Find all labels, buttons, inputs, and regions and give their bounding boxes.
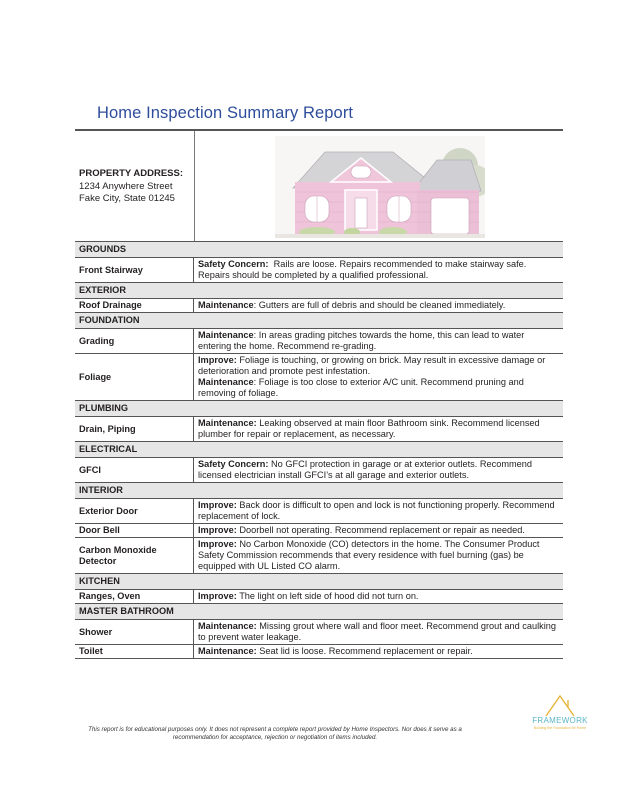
framework-logo — [520, 692, 600, 736]
finding-text: Missing grout where wall and floor meet. Recommend grout and caulking to prevent water leakage. — [198, 621, 559, 642]
finding-tag: Maintenance: — [198, 646, 257, 656]
item-findings — [194, 538, 564, 574]
table-row — [75, 524, 563, 538]
finding-tag: Improve: — [198, 539, 237, 549]
item-findings — [194, 620, 564, 645]
finding-text: Leaking observed at main floor Bathroom sink. Recommend licensed plumber for repair or replacement, as necessary. — [198, 418, 543, 439]
section-header-row — [75, 442, 563, 458]
finding-tag: Improve: — [198, 591, 237, 601]
section-title: EXTERIOR — [75, 283, 563, 299]
finding-text: Doorbell not operating. Recommend replacement or repair as needed. — [236, 525, 525, 535]
item-findings — [194, 258, 564, 283]
finding-text: Seat lid is loose. Recommend replacement or repair. — [256, 646, 473, 656]
finding-text: Back door is difficult to open and lock is not functioning properly. Recommend replacement of lock. — [198, 500, 558, 521]
section-title: MASTER BATHROOM — [75, 604, 563, 620]
section-header-row — [75, 483, 563, 499]
property-address-city: Fake City, State 01245 — [79, 193, 175, 204]
item-findings — [194, 329, 564, 354]
finding — [198, 355, 559, 377]
table-row — [75, 645, 563, 659]
finding — [198, 459, 559, 481]
item-name: Exterior Door — [75, 499, 194, 524]
finding — [198, 418, 559, 440]
item-name: Front Stairway — [75, 258, 194, 283]
table-row — [75, 354, 563, 401]
item-name: Door Bell — [75, 524, 194, 538]
finding-tag: Safety Concern: — [198, 459, 269, 469]
finding — [198, 525, 559, 536]
finding-text: : In areas grading pitches towards the home, this can lead to water entering the home. Recommend re-grading. — [198, 330, 527, 351]
house-illustration — [275, 136, 485, 238]
finding — [198, 500, 559, 522]
finding-text: Rails are loose. Repairs recommended to make stairway safe. Repairs should be completed by a qualified professional. — [198, 259, 529, 280]
table-row — [75, 590, 563, 604]
table-row — [75, 538, 563, 574]
finding — [198, 259, 559, 281]
table-row — [75, 620, 563, 645]
finding-tag: Maintenance: — [198, 621, 257, 631]
finding — [198, 539, 559, 572]
finding-tag: Improve: — [198, 500, 237, 510]
house-logo-icon — [520, 692, 600, 718]
section-title: ELECTRICAL — [75, 442, 563, 458]
item-name: Roof Drainage — [75, 299, 194, 313]
finding-tag: Safety Concern: — [198, 259, 269, 269]
item-name: Ranges, Oven — [75, 590, 194, 604]
finding-tag: Maintenance — [198, 330, 254, 340]
item-name: Foliage — [75, 354, 194, 401]
finding-tag: Maintenance: — [198, 418, 257, 428]
finding-tag: Improve: — [198, 525, 237, 535]
section-header-row — [75, 574, 563, 590]
item-findings — [194, 645, 564, 659]
item-findings — [194, 299, 564, 313]
item-findings — [194, 524, 564, 538]
finding — [198, 591, 559, 602]
inspection-table — [75, 241, 563, 659]
item-findings — [194, 354, 564, 401]
finding — [198, 621, 559, 643]
property-address-label: PROPERTY ADDRESS: — [79, 168, 183, 179]
section-header-row — [75, 313, 563, 329]
section-title: INTERIOR — [75, 483, 563, 499]
item-name: Drain, Piping — [75, 417, 194, 442]
finding-text: The light on left side of hood did not turn on. — [236, 591, 419, 601]
table-row — [75, 499, 563, 524]
logo-wordmark: FRAMEWORK — [532, 716, 588, 725]
report-title: Home Inspection Summary Report — [97, 104, 354, 122]
item-name: GFCI — [75, 458, 194, 483]
section-header-row — [75, 242, 563, 258]
finding-text: Foliage is touching, or growing on brick. May result in excessive damage or deterioration and promote pest infestation. — [198, 355, 548, 376]
table-row — [75, 458, 563, 483]
item-findings — [194, 417, 564, 442]
finding-tag: Maintenance — [198, 300, 254, 310]
section-title: PLUMBING — [75, 401, 563, 417]
table-row — [75, 329, 563, 354]
table-row — [75, 258, 563, 283]
disclaimer-line-1: This report is for educational purposes only. It does not represent a complete report provided by Home Inspectors. Nor does it serve as a — [88, 726, 462, 733]
item-name: Shower — [75, 620, 194, 645]
table-row — [75, 299, 563, 313]
logo-tagline: Building the Foundation for Home — [533, 726, 587, 730]
finding-tag: Maintenance — [198, 377, 254, 387]
item-name: Carbon Monoxide Detector — [75, 538, 194, 574]
section-header-row — [75, 604, 563, 620]
finding-text: No GFCI protection in garage or at exterior outlets. Recommend licensed electrician install GFCI’s at all garage and exterior outlets. — [198, 459, 535, 480]
property-address-block — [75, 131, 563, 241]
item-findings — [194, 590, 564, 604]
section-title: GROUNDS — [75, 242, 563, 258]
section-header-row — [75, 401, 563, 417]
finding-text: : Foliage is too close to exterior A/C unit. Recommend pruning and removing of foliage. — [198, 377, 527, 398]
finding-tag: Improve: — [198, 355, 237, 365]
table-row — [75, 417, 563, 442]
disclaimer — [50, 726, 500, 742]
finding-text: No Carbon Monoxide (CO) detectors in the home. The Consumer Product Safety Commission recommends that every residence with fuel burning (gas) be equipped with UL Listed CO alarm. — [198, 539, 543, 571]
section-title: KITCHEN — [75, 574, 563, 590]
address-divider — [194, 131, 195, 241]
item-name: Grading — [75, 329, 194, 354]
item-findings — [194, 458, 564, 483]
section-title: FOUNDATION — [75, 313, 563, 329]
property-address-street: 1234 Anywhere Street — [79, 181, 173, 192]
finding-text: : Gutters are full of debris and should be cleaned immediately. — [253, 300, 506, 310]
section-header-row — [75, 283, 563, 299]
finding — [198, 300, 559, 311]
item-findings — [194, 499, 564, 524]
finding — [198, 377, 559, 399]
disclaimer-line-2: recommendation for acceptance, rejection or negotiation of items included. — [172, 734, 378, 741]
finding — [198, 330, 559, 352]
finding — [198, 646, 559, 657]
item-name: Toilet — [75, 645, 194, 659]
